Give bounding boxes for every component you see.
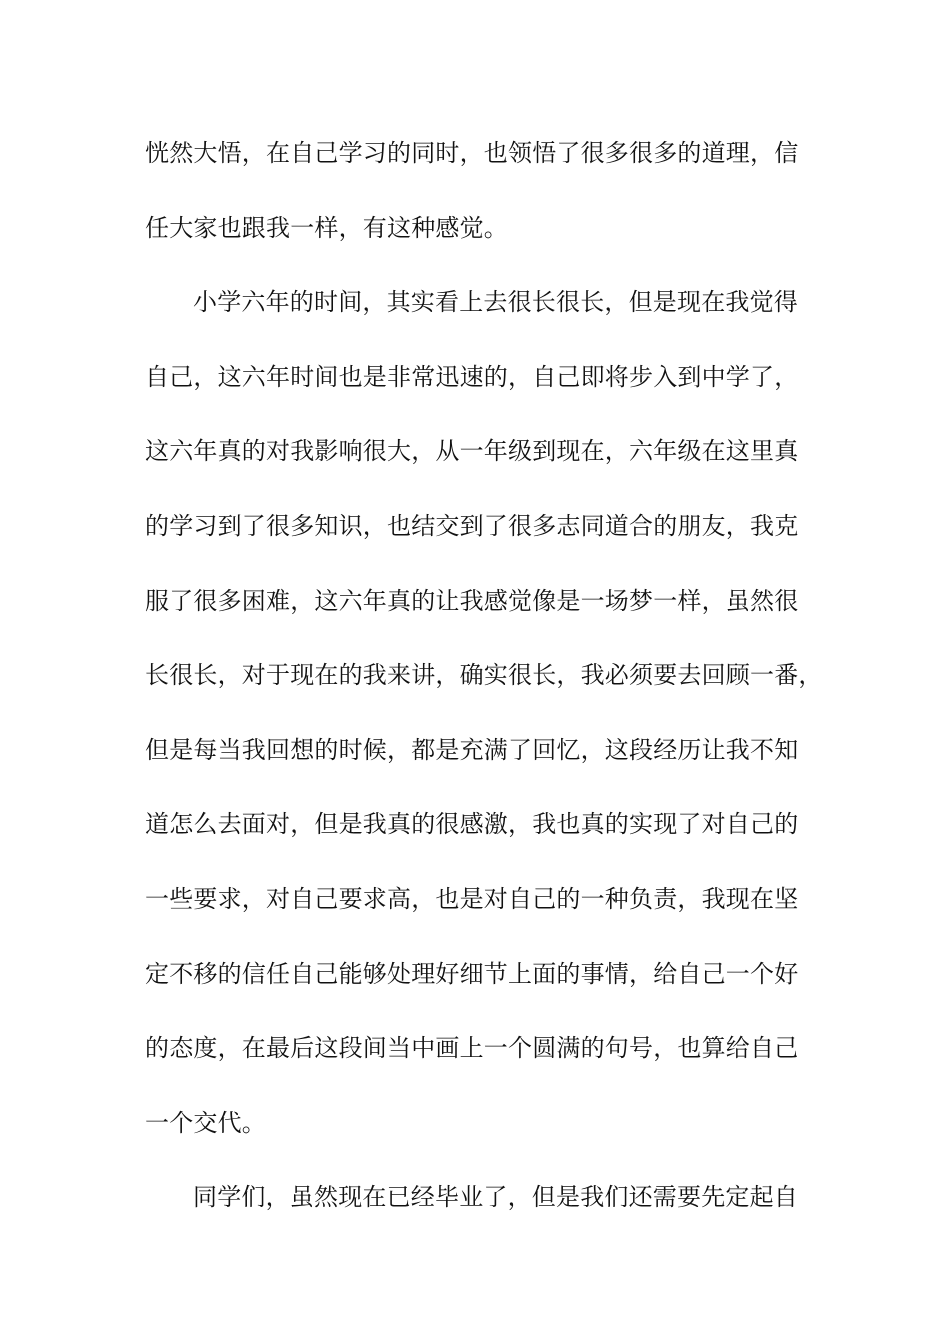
text-line: 一个交代。 bbox=[145, 1108, 266, 1137]
text-line: 定不移的信任自己能够处理好细节上面的事情，给自己一个好 bbox=[145, 959, 799, 988]
text-line: 一些要求，对自己要求高，也是对自己的一种负责，我现在坚 bbox=[145, 884, 799, 913]
body-text bbox=[145, 127, 825, 1246]
text-line: 这六年真的对我影响很大，从一年级到现在，六年级在这里真 bbox=[145, 437, 799, 466]
paragraph-start-line: 小学六年的时间，其实看上去很长很长，但是现在我觉得 bbox=[193, 288, 798, 317]
paragraph-start-line: 同学们，虽然现在已经毕业了，但是我们还需要先定起自 bbox=[193, 1183, 798, 1212]
text-line: 服了很多困难，这六年真的让我感觉像是一场梦一样，虽然很 bbox=[145, 586, 799, 615]
text-line: 的态度，在最后这段间当中画上一个圆满的句号，也算给自己 bbox=[145, 1034, 799, 1063]
text-line: 的学习到了很多知识，也结交到了很多志同道合的朋友，我克 bbox=[145, 511, 799, 540]
text-line: 但是每当我回想的时候，都是充满了回忆，这段经历让我不知 bbox=[145, 735, 799, 764]
text-line: 任大家也跟我一样，有这种感觉。 bbox=[145, 213, 508, 242]
text-line: 道怎么去面对，但是我真的很感激，我也真的实现了对自己的 bbox=[145, 810, 799, 839]
text-line: 自己，这六年时间也是非常迅速的，自己即将步入到中学了， bbox=[145, 362, 799, 391]
text-line: 恍然大悟，在自己学习的同时，也领悟了很多很多的道理，信 bbox=[145, 139, 799, 167]
text-line: 长很长，对于现在的我来讲，确实很长，我必须要去回顾一番， bbox=[145, 661, 823, 690]
